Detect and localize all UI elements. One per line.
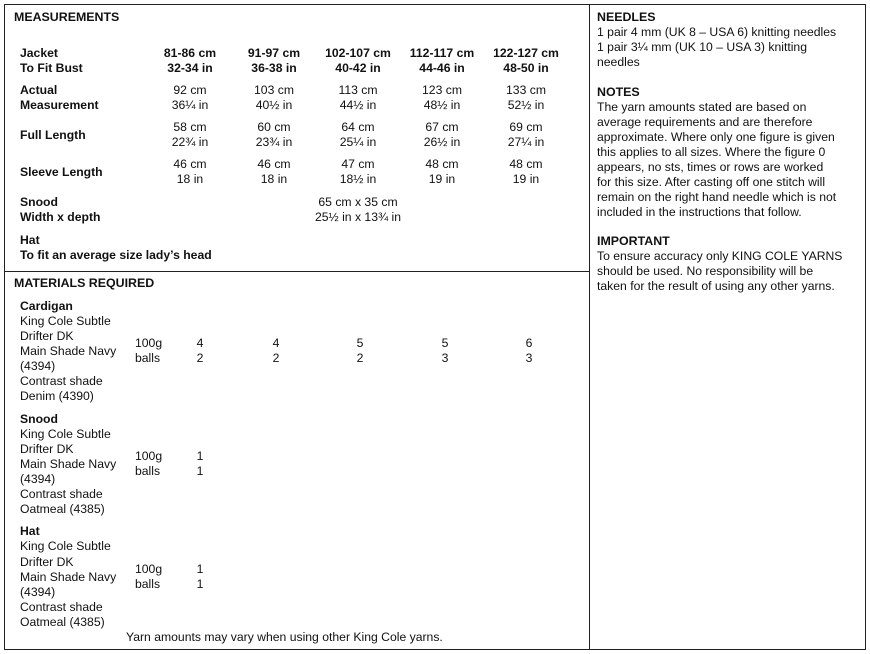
needles-heading: NEEDLES xyxy=(597,10,656,24)
notes-line: The yarn amounts stated are based on xyxy=(597,100,807,114)
material-line: (4394) xyxy=(20,585,56,599)
value-in: 18 in xyxy=(260,172,288,186)
unit-weight: 100g xyxy=(135,336,163,350)
material-line: (4394) xyxy=(20,472,56,486)
material-title: Hat xyxy=(20,524,40,538)
material-line: (4394) xyxy=(20,359,56,373)
qty-main: 4 xyxy=(196,336,204,350)
qty-main: 1 xyxy=(196,449,204,463)
notes-heading: NOTES xyxy=(597,85,640,99)
material-line: Drifter DK xyxy=(20,555,74,569)
size-cm: 122-127 cm xyxy=(493,46,559,60)
value-in: 18 in xyxy=(176,172,204,186)
value-in: 25¼ in xyxy=(339,135,377,149)
qty-main: 4 xyxy=(272,336,280,350)
material-line: Denim (4390) xyxy=(20,389,94,403)
material-line: Drifter DK xyxy=(20,329,74,343)
value-in: 40½ in xyxy=(255,98,293,112)
size-in: 36-38 in xyxy=(251,61,297,75)
measurements-heading: MEASUREMENTS xyxy=(14,10,120,24)
material-title: Cardigan xyxy=(20,299,73,313)
notes-line: included in the instructions that follow. xyxy=(597,205,802,219)
value-cm: 133 cm xyxy=(506,83,546,97)
value-cm: 113 cm xyxy=(338,83,378,97)
unit-weight: 100g xyxy=(135,449,163,463)
value-in: 19 in xyxy=(428,172,456,186)
qty-main: 5 xyxy=(356,336,364,350)
snood-in: 25½ in x 13¾ in xyxy=(314,210,402,224)
value-cm: 60 cm xyxy=(257,120,291,134)
value-cm: 92 cm xyxy=(173,83,207,97)
important-heading: IMPORTANT xyxy=(597,234,670,248)
hat-label: Hat xyxy=(20,233,40,247)
material-line: King Cole Subtle xyxy=(20,539,111,553)
qty-contrast: 3 xyxy=(525,351,533,365)
important-line: taken for the result of using any other yarns. xyxy=(597,279,835,293)
materials-footer: Yarn amounts may vary when using other King Cole yarns. xyxy=(126,630,443,644)
value-cm: 47 cm xyxy=(341,157,375,171)
size-cm: 102-107 cm xyxy=(325,46,391,60)
hat-fit-text: To fit an average size lady’s head xyxy=(20,248,212,262)
value-in: 48½ in xyxy=(423,98,461,112)
qty-contrast: 1 xyxy=(196,577,204,591)
unit-weight: 100g xyxy=(135,562,163,576)
notes-line: average requirements and are therefore xyxy=(597,115,813,129)
value-cm: 48 cm xyxy=(509,157,543,171)
needles-line: 1 pair 4 mm (UK 8 – USA 6) knitting needles xyxy=(597,25,837,39)
important-line: To ensure accuracy only KING COLE YARNS xyxy=(597,249,843,263)
value-in: 52½ in xyxy=(507,98,545,112)
materials-heading: MATERIALS REQUIRED xyxy=(14,276,155,290)
value-in: 19 in xyxy=(512,172,540,186)
size-in: 48-50 in xyxy=(503,61,549,75)
snood-cm: 65 cm x 35 cm xyxy=(318,195,398,209)
notes-line: remain on the right hand needle which is not xyxy=(597,190,837,204)
qty-contrast: 1 xyxy=(196,464,204,478)
material-line: Main Shade Navy xyxy=(20,344,117,358)
notes-line: for this size. After casting off one stitch will xyxy=(597,175,826,189)
row-label: Actual xyxy=(20,83,58,97)
needles-line: 1 pair 3¼ mm (UK 10 – USA 3) knitting xyxy=(597,40,807,54)
material-line: Main Shade Navy xyxy=(20,570,117,584)
value-in: 27¼ in xyxy=(507,135,545,149)
value-cm: 103 cm xyxy=(254,83,294,97)
qty-contrast: 2 xyxy=(356,351,364,365)
to-fit-bust-label: To Fit Bust xyxy=(20,61,83,75)
notes-line: appears, no sts, times or rows are worked xyxy=(597,160,824,174)
important-line: should be used. No responsibility will be xyxy=(597,264,814,278)
qty-main: 1 xyxy=(196,562,204,576)
value-in: 23¾ in xyxy=(255,135,293,149)
value-in: 44½ in xyxy=(339,98,377,112)
value-cm: 69 cm xyxy=(509,120,543,134)
material-line: Contrast shade xyxy=(20,487,103,501)
qty-contrast: 3 xyxy=(441,351,449,365)
row-label: Measurement xyxy=(20,98,99,112)
unit-balls: balls xyxy=(135,351,161,365)
notes-line: approximate. Where only one figure is given xyxy=(597,130,835,144)
value-in: 26½ in xyxy=(423,135,461,149)
qty-contrast: 2 xyxy=(272,351,280,365)
qty-contrast: 2 xyxy=(196,351,204,365)
material-line: Drifter DK xyxy=(20,442,74,456)
size-in: 40-42 in xyxy=(335,61,381,75)
value-in: 22¾ in xyxy=(171,135,209,149)
unit-balls: balls xyxy=(135,577,161,591)
value-cm: 67 cm xyxy=(425,120,459,134)
material-line: Oatmeal (4385) xyxy=(20,502,105,516)
row-label: Sleeve Length xyxy=(20,165,103,179)
size-cm: 112-117 cm xyxy=(409,46,475,60)
value-cm: 48 cm xyxy=(425,157,459,171)
needles-line: needles xyxy=(597,55,640,69)
material-title: Snood xyxy=(20,412,58,426)
value-cm: 58 cm xyxy=(173,120,207,134)
snood-dim-label: Width x depth xyxy=(20,210,101,224)
value-in: 36¼ in xyxy=(171,98,209,112)
material-line: Contrast shade xyxy=(20,374,103,388)
notes-line: this applies to all sizes. Where the figure 0 xyxy=(597,145,826,159)
size-in: 44-46 in xyxy=(419,61,465,75)
value-cm: 64 cm xyxy=(341,120,375,134)
material-line: King Cole Subtle xyxy=(20,427,111,441)
jacket-label: Jacket xyxy=(20,46,58,60)
size-cm: 81-86 cm xyxy=(163,46,217,60)
row-label: Full Length xyxy=(20,128,86,142)
qty-main: 6 xyxy=(525,336,533,350)
value-in: 18½ in xyxy=(339,172,377,186)
snood-label: Snood xyxy=(20,195,58,209)
value-cm: 46 cm xyxy=(173,157,207,171)
size-in: 32-34 in xyxy=(167,61,213,75)
unit-balls: balls xyxy=(135,464,161,478)
material-line: Contrast shade xyxy=(20,600,103,614)
size-cm: 91-97 cm xyxy=(247,46,301,60)
material-line: Oatmeal (4385) xyxy=(20,615,105,629)
material-line: King Cole Subtle xyxy=(20,314,111,328)
material-line: Main Shade Navy xyxy=(20,457,117,471)
value-cm: 46 cm xyxy=(257,157,291,171)
value-cm: 123 cm xyxy=(422,83,462,97)
qty-main: 5 xyxy=(441,336,449,350)
